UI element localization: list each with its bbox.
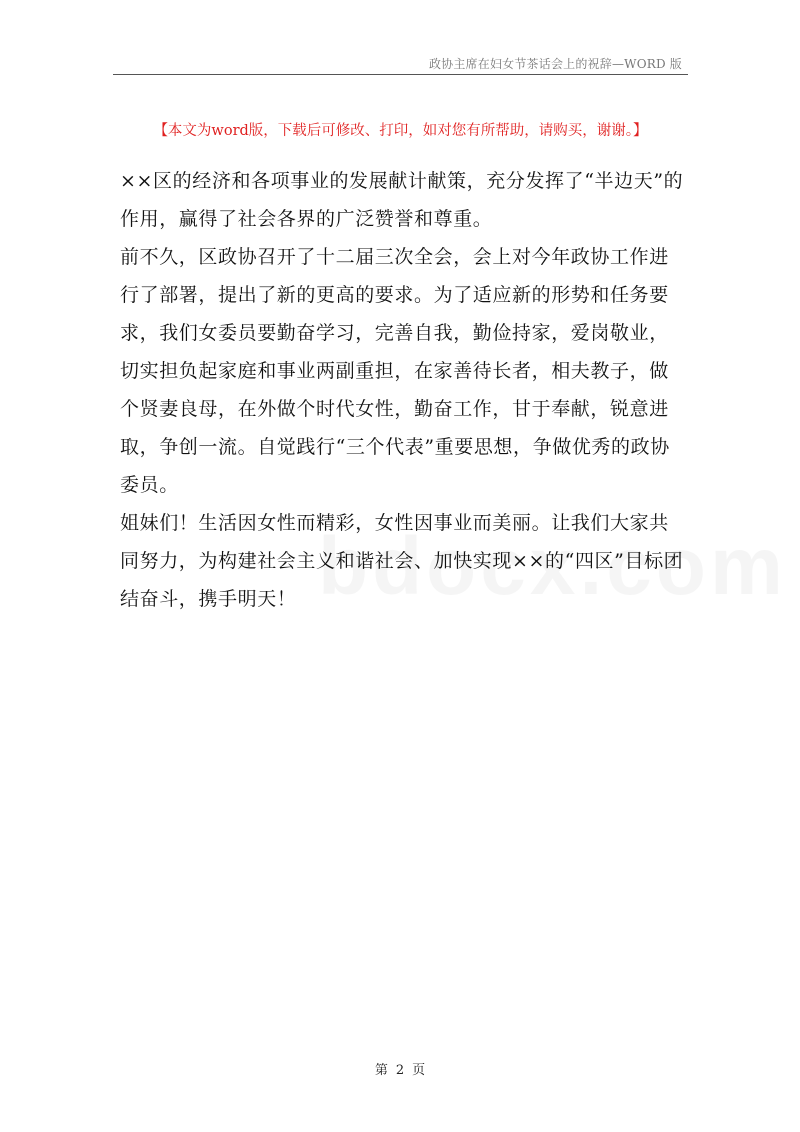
page-number [0, 1059, 800, 1078]
page-number-prefix: 第 [374, 1063, 388, 1078]
paragraph: 前不久，区政协召开了十二届三次全会，会上对今年政协工作进行了部署，提出了新的更高的要求。为了适应新的形势和任务要求，我们女委员要勤奋学习，完善自我，勤俭持家，爱岗敬业，切实担负起家庭和事业两副重担，在家善待长者，相夫教子，做个贤妻良母，在外做个时代女性，勤奋工作，甘于奉献，锐意进取，争创一流。自觉践行“三个代表”重要思想，争做优秀的政协委员。 [120, 246, 670, 496]
document-body [120, 162, 688, 618]
page-number-value: 2 [395, 1063, 405, 1078]
paragraph: 姐妹们！生活因女性而精彩，女性因事业而美丽。让我们大家共同努力，为构建社会主义和谐社会、加快实现××的“四区”目标团结奋斗，携手明天！ [120, 512, 684, 610]
purchase-notice: 【本文为word版，下载后可修改、打印，如对您有所帮助，请购买，谢谢。】 [153, 123, 648, 139]
paragraph: ××区的经济和各项事业的发展献计献策，充分发挥了“半边天”的作用，赢得了社会各界的广泛赞誉和尊重。 [120, 170, 684, 230]
document-header-title: 政协主席在妇女节茶话会上的祝辞—WORD 版 [428, 57, 682, 71]
header-divider [113, 74, 688, 75]
page-number-suffix: 页 [412, 1063, 426, 1078]
